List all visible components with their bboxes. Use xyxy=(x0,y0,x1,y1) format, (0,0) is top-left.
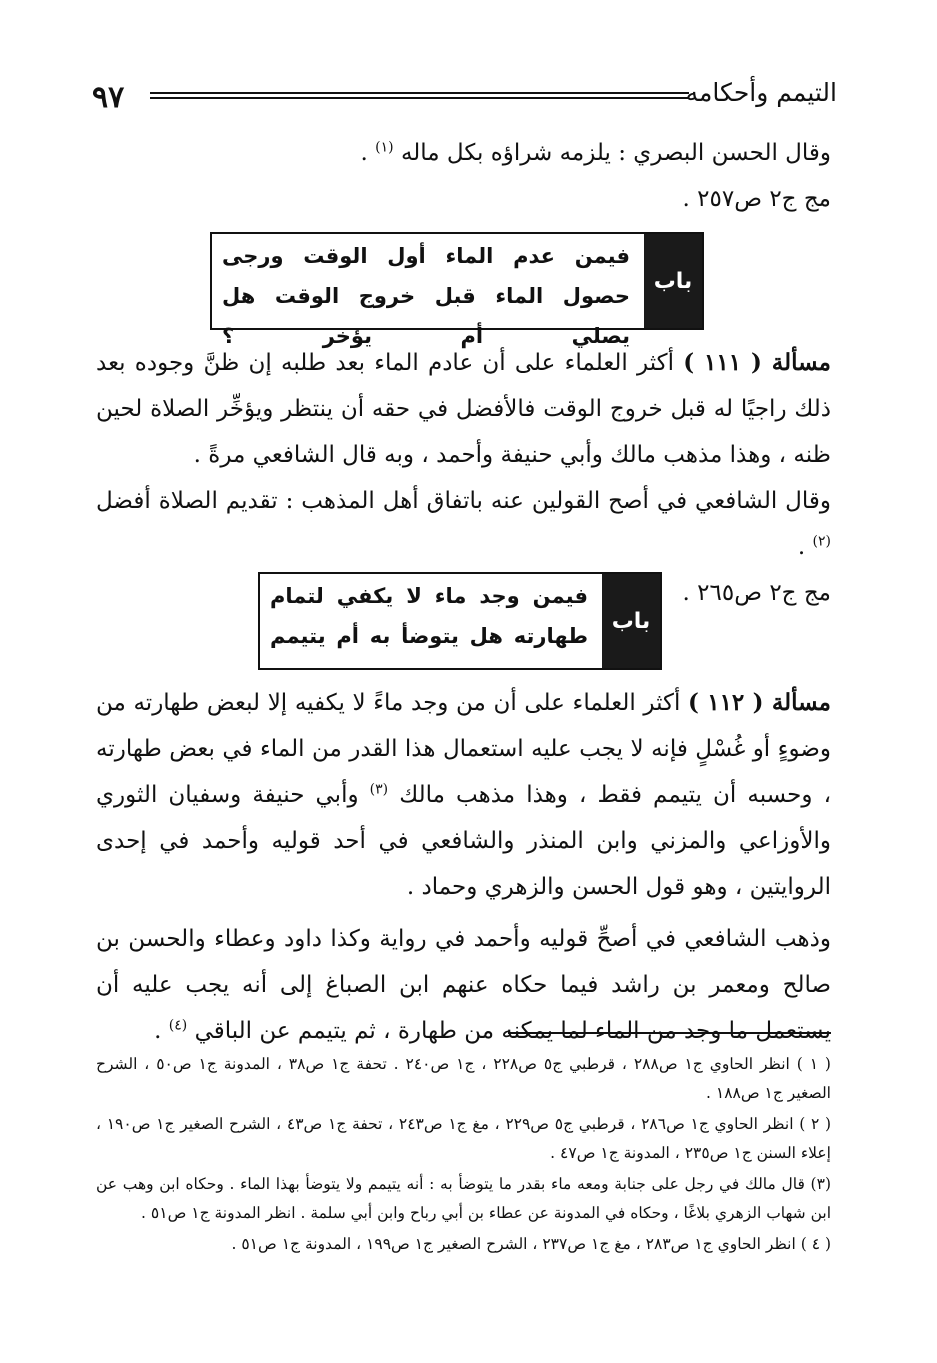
section-heading-2 xyxy=(258,572,662,670)
intro-text: وقال الحسن البصري : يلزمه شراؤه بكل ماله xyxy=(400,140,831,166)
running-header xyxy=(92,78,837,122)
header-rule xyxy=(150,92,689,99)
footnote-ref-4[interactable]: (٤) xyxy=(168,1017,188,1034)
footnote-ref-3[interactable]: (٣) xyxy=(369,781,389,798)
masala-number: مسألة ( ١١٢ ) xyxy=(688,689,832,716)
bab-label: باب xyxy=(644,234,702,328)
footnote-separator xyxy=(508,1032,831,1034)
masala-text: أكثر العلماء على أن عادم الماء بعد طلبه إن ظنَّ وجوده بعد ذلك راجيًا له قبل خروج الوقت فالأفضل في حقه أن ينتظر ويؤخِّر الصلاة لحين ظنه ، وهذا مذهب مالك وأبي حنيفة وأحمد ، وبه قال الشافعي مرةً . xyxy=(96,350,831,468)
section-heading-1 xyxy=(210,232,704,348)
footnote-ref-1[interactable]: (١) xyxy=(375,139,394,156)
masala-paragraph xyxy=(96,680,831,910)
paragraph-text: وذهب الشافعي في أصحِّ قوليه وأحمد في رواية وكذا داود وعطاء والحسن بن صالح ومعمر بن راشد فيما حكاه عنهم ابن الصباغ إلى أنه يجب عليه أن يستعمل ما وجد من الماء لما يمكنه من طهارة ، ثم يتيمم عن الباقي xyxy=(96,926,831,1044)
masala-paragraph xyxy=(96,340,831,478)
footnote-ref-2[interactable]: (٢) xyxy=(812,533,831,550)
paragraph-text: وقال الشافعي في أصح القولين عنه باتفاق أهل المذهب : تقديم الصلاة أفضل xyxy=(96,488,831,514)
footnotes xyxy=(96,1050,831,1261)
footnote-1: ( ١ ) انظر الحاوي ج١ ص٢٨٨ ، قرطبي ج٥ ص٢٢٨ ، ج١ ص٢٤٠ . تحفة ج١ ص٣٨ ، المدونة ج١ ص٥٠ ، الشرح الصغير ج١ ص١٨٨ . xyxy=(96,1055,831,1102)
masala-reference: مج ج٢ ص٢٦٥ . xyxy=(682,580,831,606)
bab-label: باب xyxy=(602,574,660,668)
paragraph-end: . xyxy=(154,1018,169,1044)
masala-number: مسألة ( ١١١ ) xyxy=(683,349,831,376)
masala-112 xyxy=(96,680,831,1054)
intro-end: . xyxy=(360,140,376,166)
page-number: ٩٧ xyxy=(92,80,125,115)
intro-reference: مج ج٢ ص٢٥٧ . xyxy=(682,186,831,212)
footnote-2: ( ٢ ) انظر الحاوي ج١ ص٢٨٦ ، قرطبي ج٥ ص٢٢٩ ، مغ ج١ ص٢٤٣ ، تحفة ج١ ص٤٣ ، الشرح الصغير ج١ ص١٩٠ ، إعلاء السنن ج١ ص٢٣٥ ، المدونة ج١ ص٤٧ . xyxy=(96,1115,832,1162)
intro-line xyxy=(96,130,831,176)
masala-text-b: وأبي حنيفة وسفيان الثوري والأوزاعي والمزني وابن المنذر والشافعي في أحد قوليه وأحمد في إحدى الروايتين ، وهو قول الحسن والزهري وحماد . xyxy=(96,782,831,900)
intro-paragraph xyxy=(96,130,831,222)
footnote-3: (٣) قال مالك في رجل على جنابة ومعه ماء بقدر ما يتوضأ به : أنه يتيمم ولا يتوضأ بهذا الماء . وحكاه ابن وهب عن ابن شهاب الزهري بلاغًا ، وحكاه في المدونة عن عطاء بن أبي رباح وابن أبي سلمة . انظر المدونة ج١ ص٥١ . xyxy=(96,1175,831,1222)
masala-text-a: أكثر العلماء على أن من وجد ماءً لا يكفيه إلا لبعض طهارته من وضوءٍ أو غُسْلٍ فإنه لا يجب عليه استعمال هذا القدر من الماء في بعض طهارته ، وحسبه أن يتيمم فقط ، وهذا مذهب مالك xyxy=(96,690,832,808)
section-title: فيمن وجد ماء لا يكفي لتمام طهارته هل يتوضأ به أم يتيمم xyxy=(270,584,588,648)
section-title: فيمن عدم الماء أول الوقت ورجى حصول الماء قبل خروج الوقت هل يصلي أم يؤخر ؟ xyxy=(222,244,630,348)
paragraph-end: . xyxy=(797,534,813,560)
footnote-4: ( ٤ ) انظر الحاوي ج١ ص٢٨٣ ، مغ ج١ ص٢٣٧ ، الشرح الصغير ج١ ص١٩٩ ، المدونة ج١ ص٥١ . xyxy=(231,1235,831,1253)
chapter-title: التيمم وأحكامه xyxy=(685,78,837,107)
masala-paragraph-2 xyxy=(96,478,831,570)
